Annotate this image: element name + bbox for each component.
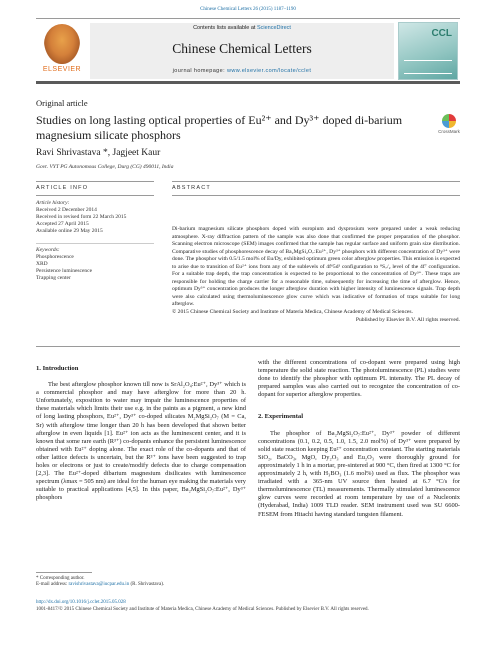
- abstract-sub-rule: [172, 195, 460, 196]
- contents-line: [90, 25, 394, 31]
- abstract-bottom-rule: [36, 346, 460, 347]
- keyword-item: XRD: [36, 261, 48, 267]
- issn-line: 1001-8417/© 2015 Chinese Chemical Society and Institute of Materia Medica, Chinese Academy of Medical Sciences. Published by Elsevier B.V. All rights reserved.: [36, 607, 369, 612]
- keyword-item: Persistence luminescence: [36, 268, 93, 274]
- abstract-body: [172, 226, 460, 324]
- elsevier-tree-icon: [44, 24, 80, 64]
- left-column: [36, 365, 246, 503]
- experimental-heading: 2. Experimental: [258, 413, 304, 421]
- author-affiliation: Govt. VYT PG Autonomous College, Durg (CG) 490011, India: [36, 164, 174, 170]
- intro-paragraph-cont: with the different concentrations of co-dopant were prepared using high temperature the solid state reaction. The photoluminescence (PL) studies were done to identify the phosphor with optimum PL intensity. The PL decay of prepared samples was also carried out to recognize the concentration of co-dopant for superior afterglow properties.: [258, 359, 460, 399]
- homepage-line: [90, 68, 394, 74]
- article-history: [36, 200, 154, 235]
- info-sub-rule: [36, 195, 154, 196]
- experimental-paragraph: The phosphor of Ba₂MgSi₂O₇:Eu²⁺, Dy³⁺ powder of different concentrations (0.1, 0.2, 0.5, 1.0, 1.5, 2.0 mol%) of Dy³⁺ were prepared by solid state reaction keeping Eu²⁺ concentration constant. The starting materials SiO₂, BaCO₃, MgO, Dy₂O₃ and Eu₂O₃ were thoroughly ground for approximately 1 h in a mortar, pre-sintered at 900 °C, then fired at 1300 °C for approximately 2 h, with H₃BO₃ (1.6 mol%) used as flux. The phosphor was irradiated with a 365-nm UV source then heated at 6.7 °C/s for thermoluminescence (TL) measurements. Thermally stimulated luminescence glow curves were recorded at room temperature by use of a Nucleonix (Hyderabad, India) 1009 TLD reader. SEM instrument used was SU 6600-FESEM from Hitachi having standard tungsten filament.: [258, 429, 460, 518]
- history-accepted: Accepted 27 April 2015: [36, 221, 89, 227]
- cover-ccl-label: CCL: [431, 28, 452, 39]
- cover-decoration: [404, 60, 452, 74]
- article-info-heading: ARTICLE INFO: [36, 185, 89, 191]
- homepage-link[interactable]: www.elsevier.com/locate/cclet: [226, 68, 312, 74]
- keyword-item: Trapping center: [36, 275, 71, 281]
- history-revised: Received in revised form 22 March 2015: [36, 214, 127, 220]
- keywords-label: Keywords:: [36, 247, 60, 253]
- sciencedirect-link[interactable]: ScienceDirect: [256, 25, 291, 31]
- info-top-rule: [36, 181, 154, 182]
- elsevier-wordmark: ELSEVIER: [42, 66, 82, 73]
- elsevier-logo: [38, 24, 86, 76]
- article-type: Original article: [36, 98, 88, 108]
- history-received: Received 2 December 2014: [36, 207, 97, 213]
- abstract-publisher: Published by Elsevier B.V. All rights reserved.: [355, 316, 460, 323]
- contents-prefix: Contents lists available at: [193, 25, 257, 31]
- journal-citation[interactable]: Chinese Chemical Letters 26 (2015) 1187–1190: [200, 7, 296, 12]
- keywords-block: [36, 247, 154, 282]
- article-title: Studies on long lasting optical properties of Eu²⁺ and Dy³⁺ doped di-barium magnesium silicate phosphors: [36, 113, 403, 142]
- right-column: [258, 359, 460, 519]
- keywords-rule: [36, 243, 154, 244]
- crossmark-badge[interactable]: [438, 114, 460, 134]
- doi-link[interactable]: http://dx.doi.org/10.1016/j.cclet.2015.05.028: [36, 600, 126, 605]
- footnote: [36, 576, 246, 589]
- footnote-rule: [36, 572, 92, 573]
- corresponding-note: * Corresponding author.: [36, 576, 85, 581]
- keyword-item: Phosphorescence: [36, 254, 74, 260]
- intro-paragraph: The best afterglow phosphor known till now is SrAl₂O₄:Eu²⁺, Dy³⁺ which is a commercial phosphor and may have afterglow for more than 20 h. Unfortunately, exposition to water may impair the luminescence properties of these materials which limits their use e.g. in the paints as a pigment, a new kind of long lasting phosphors, Eu²⁺, Dy³⁺ co-doped silicates M₂MgSi₂O₇ (M = Ca, Sr) with afterglow time longer than 20 h has been developed that shown better afterglow in even liquids [1]. Eu²⁺ ion acts as the luminescent center, and it is known that some rare earth (R³⁺) co-dopants enhance the persistent luminescence obtained with Eu²⁺ doping alone. The exact role of the co-dopants and that of other lattice defects is uncertain, but the R³⁺ ions have been suggested to trap holes or electrons or just to create/modify defects due to charge compensation [2,3]. The Eu²⁺-doped dibarium magnesium disilicates with luminescence spectrum (λmax = 505 nm) are ideal for the human eye making the materials very suitable to practical applications [4,5]. In this paper, Ba₂MgSi₂O₇:Eu²⁺, Dy³⁺ phosphors: [36, 381, 246, 502]
- header-band: [90, 23, 394, 79]
- email-line: [36, 582, 246, 588]
- email-label: E-mail address:: [36, 582, 69, 588]
- abstract-text: Di-barium magnesium silicate phosphors doped with europium and dysprosium were prepared under a weak reducing atmosphere. X-ray diffraction pattern of the sample was also done that confirmed the proper preparation of the phosphor. Scanning electron microscope (SEM) images confirmed that the sample has regular surface and uniform grain size distribution. Comparative studies of phosphorescence decay of Ba₂MgSi₂O₇:Eu²⁺, Dy³⁺ phosphors with different concentration of Dy³⁺ were done. The phosphor with 0.5/1.5 mol% of Eu/Dy, exhibited optimum green color afterglow properties. This emission is expected to arise due to transition of Eu²⁺ ions from any of the sublevels of 4f⁶5d¹ configuration to ⁸S₇/₂ level of the 4f⁷ configuration. For a suitable trap depth, the trap concentration is expected to be proportional to the concentration of Dy³⁺. These traps are responsible for holding the charge carrier for a reasonable time, subsequently for increasing the time of afterglow. Hence, optimum Dy³⁺ concentration produces the longer afterglow duration with higher intensity of luminescence signals. Trap depth were also calculated using thermoluminescence glow curve which was indicative of formation of traps suitable for long afterglow.: [172, 226, 460, 308]
- journal-header: [36, 18, 460, 84]
- abstract-heading: ABSTRACT: [172, 185, 211, 191]
- crossmark-icon: [442, 114, 456, 128]
- abstract-copyright: © 2015 Chinese Chemical Society and Institute of Materia Medica, Chinese Academy of Medical Sciences.: [172, 309, 413, 316]
- page-footer: [36, 599, 460, 613]
- journal-title: Chinese Chemical Letters: [172, 41, 312, 56]
- history-online: Available online 29 May 2015: [36, 228, 103, 234]
- email-link[interactable]: ravishrivastava@iucpar.edu.in: [68, 582, 130, 588]
- crossmark-label: CrossMark: [438, 129, 460, 134]
- author-list[interactable]: Ravi Shrivastava *, Jagjeet Kaur: [36, 148, 161, 158]
- email-suffix: (R. Shrivastava).: [129, 582, 165, 588]
- abstract-top-rule: [172, 181, 460, 182]
- journal-cover-image: [398, 22, 458, 80]
- history-label: Article history:: [36, 200, 70, 206]
- intro-heading: 1. Introduction: [36, 365, 79, 372]
- homepage-prefix: journal homepage:: [172, 68, 227, 74]
